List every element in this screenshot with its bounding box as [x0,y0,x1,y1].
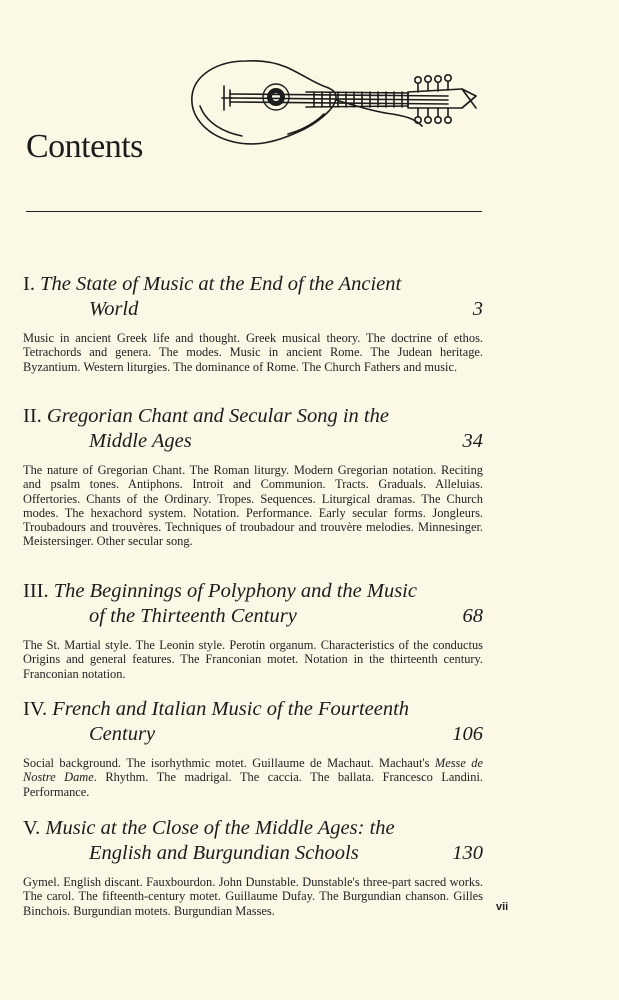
chapter-title-line1: The Beginnings of Polyphony and the Music [53,580,417,602]
chapter-title-line2-row [89,297,483,322]
chapter-title-line1: Gregorian Chant and Secular Song in the [46,405,389,427]
chapter-page-number: 68 [462,605,483,627]
page-folio: vii [496,901,509,913]
chapter-title [23,579,483,604]
chapter-description: Gymel. English discant. Fauxbourdon. John Dunstable. Dunstable's three-part sacred works. The carol. The fifteenth-century motet. Guillaume Dufay. The Burgundian chanson. Gilles Binchois. Burgundian motets. Burgundian Masses. [23,875,483,918]
chapter-title [23,404,483,429]
chapter-entry [23,272,483,374]
description-text: . Rhythm. The madrigal. The caccia. The ballata. Francesco Landini. Performance. [23,770,483,799]
chapter-entry [23,697,483,799]
chapter-entry [23,579,483,681]
chapter-page-number: 106 [452,723,483,745]
work-title: Messe de Nostre Dame [23,756,483,785]
page-title: Contents [26,128,143,165]
chapter-title-line2-row [89,604,483,629]
chapter-description [23,756,483,799]
chapter-description: Music in ancient Greek life and thought. Greek musical theory. The doctrine of ethos. Tetrachords and genera. The modes. Music in ancient Rome. The Judean heritage. Byzantium. Western liturgies. The dominance of Rome. The Church Fathers and music. [23,331,483,374]
chapter-title [23,697,483,722]
chapter-title-line2-row [89,841,483,866]
chapter-title-line1: French and Italian Music of the Fourteenth [52,698,410,720]
chapter-title-line1: The State of Music at the End of the Ancient [40,273,402,295]
chapter-page-number: 3 [472,298,483,320]
chapter-page-number: 34 [462,430,483,452]
heading-divider [26,211,482,212]
chapter-title-line2: Middle Ages [89,430,192,452]
chapter-entry [23,816,483,918]
chapter-number: V. [23,817,41,839]
chapter-title-line2: English and Burgundian Schools [89,842,359,864]
chapter-title-line2: Century [89,723,156,745]
chapter-number: III. [23,580,49,602]
chapter-description: The nature of Gregorian Chant. The Roman liturgy. Modern Gregorian notation. Reciting and psalm tones. Antiphons. Introit and Communion. Tracts. Graduals. Alleluias. Offertories. Chants of the Ordinary. Tropes. Sequences. Liturgical dramas. The Church modes. The hexachord system. Notation. Performance. Early secular forms. Jongleurs. Troubadours and trouvères. Techniques of troubadour and trouvère melodies. Minnesinger. Meistersinger. Other secular song. [23,463,483,549]
description-text: Social background. The isorhythmic motet. Guillaume de Machaut. Machaut's [23,756,435,770]
chapter-number: IV. [23,698,48,720]
chapter-title-line2: World [89,298,139,320]
chapter-title-line1: Music at the Close of the Middle Ages: the [45,817,395,839]
chapter-title-line2: of the Thirteenth Century [89,605,297,627]
chapter-number: I. [23,273,35,295]
chapter-title [23,272,483,297]
chapter-title [23,816,483,841]
chapter-entry [23,404,483,549]
chapter-title-line2-row [89,722,483,747]
chapter-number: II. [23,405,42,427]
lute-icon [186,56,482,166]
chapter-title-line2-row [89,429,483,454]
chapter-description: The St. Martial style. The Leonin style. Perotin organum. Characteristics of the conductus Origins and general features. The Franconian motet. Notation in the thirteenth century. Franconian notation. [23,638,483,681]
chapter-page-number: 130 [452,842,483,864]
